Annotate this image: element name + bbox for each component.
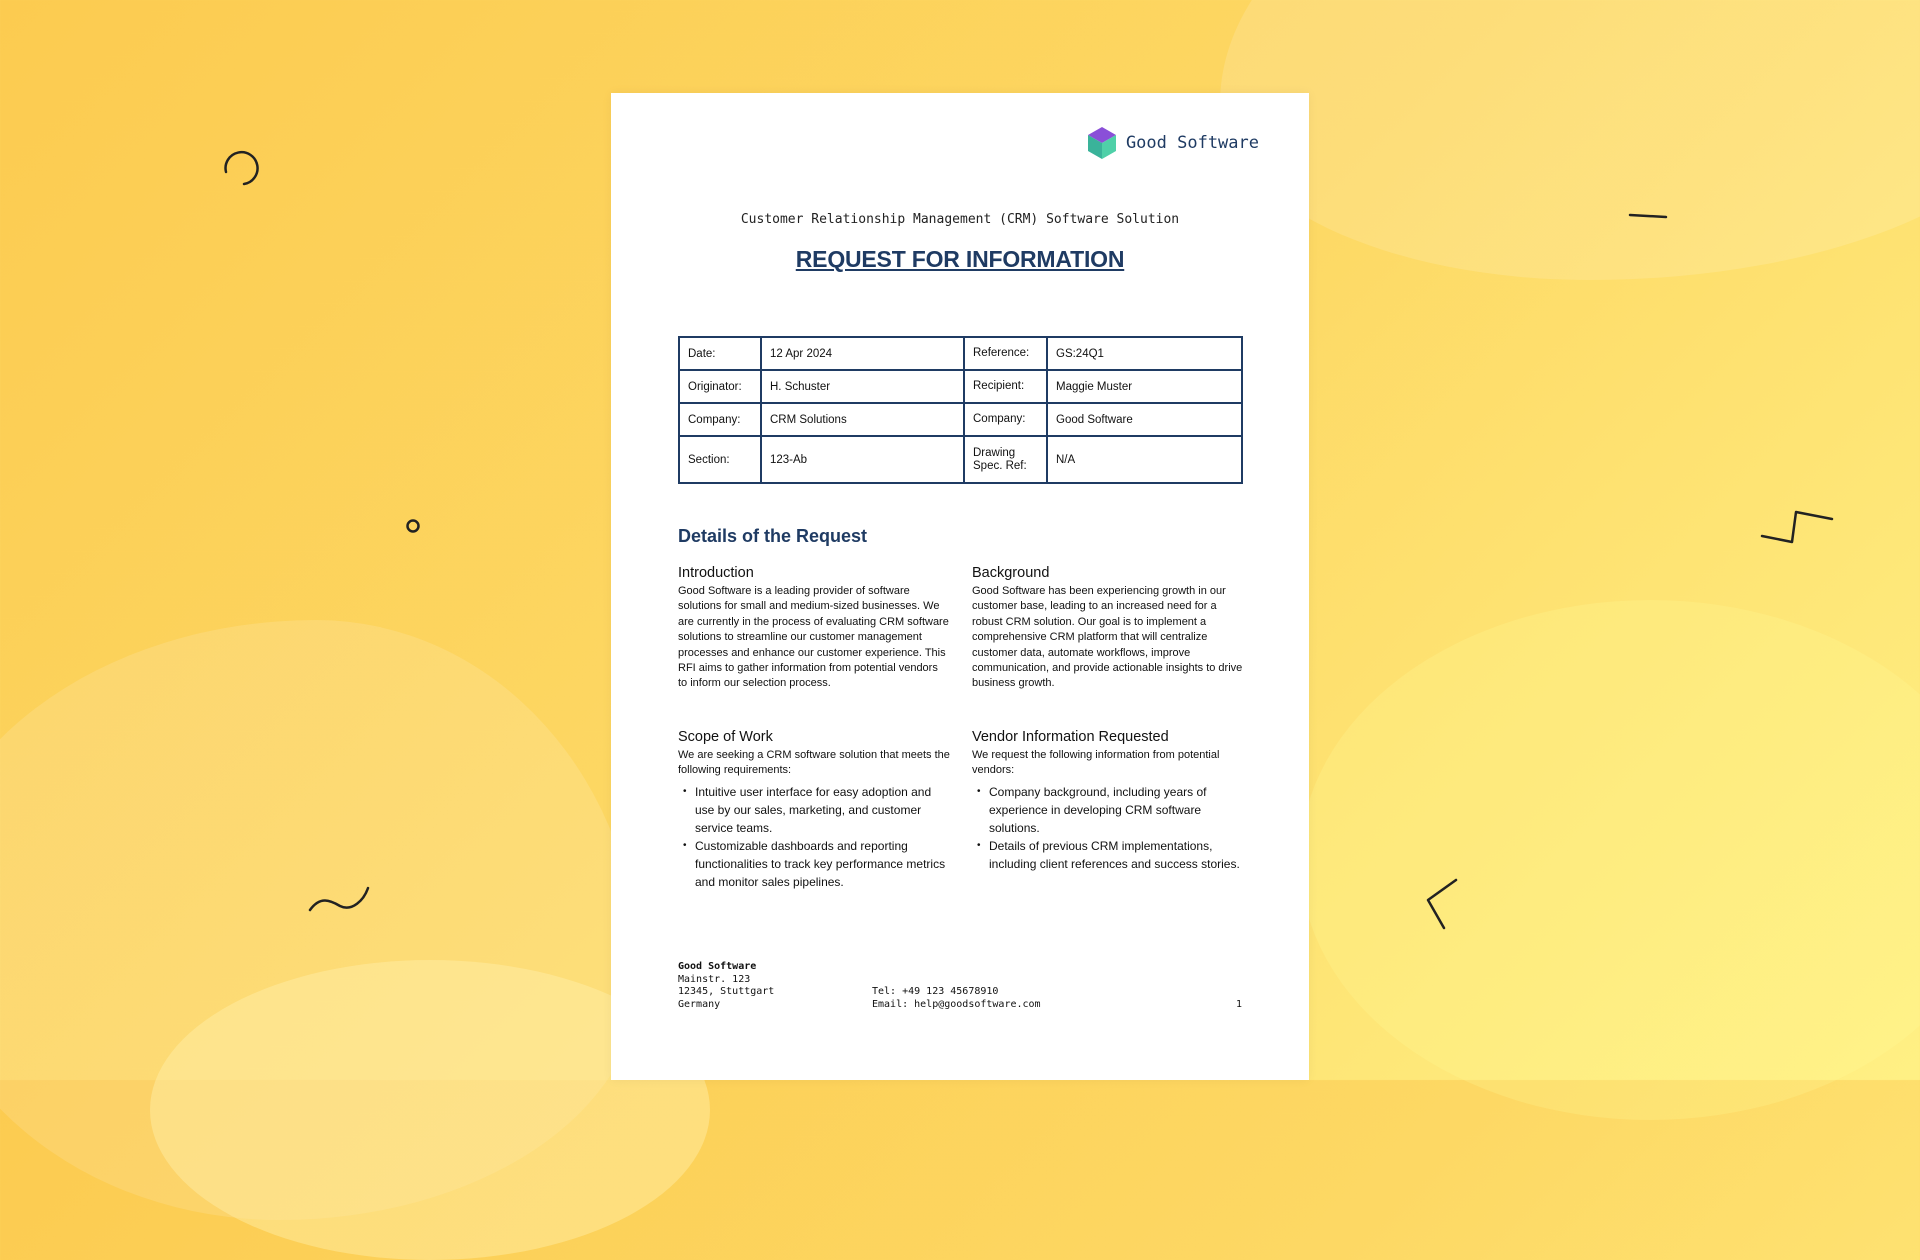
table-value: CRM Solutions xyxy=(761,403,964,436)
table-value: N/A xyxy=(1047,436,1242,483)
footer-email: Email: help@goodsoftware.com xyxy=(872,998,1041,1010)
footer-tel: Tel: +49 123 45678910 xyxy=(872,986,999,997)
vendor-info-list xyxy=(972,783,1244,873)
table-row xyxy=(679,403,1242,436)
table-label: Date: xyxy=(679,337,761,370)
table-label: Recipient: xyxy=(964,370,1047,403)
document-subtitle: Customer Relationship Management (CRM) Software Solution xyxy=(740,212,1180,227)
angle-doodle-icon xyxy=(1412,872,1462,934)
footer-contact xyxy=(872,986,1041,1011)
table-value: 123-Ab xyxy=(761,436,964,483)
list-item: • Details of previous CRM implementations, including client references and success stories. xyxy=(989,837,1244,873)
document-title: REQUEST FOR INFORMATION xyxy=(795,246,1125,272)
table-value: GS:24Q1 xyxy=(1047,337,1242,370)
table-label: Originator: xyxy=(679,370,761,403)
table-label: Reference: xyxy=(964,337,1047,370)
vendor-info-section xyxy=(972,729,1244,873)
introduction-heading: Introduction xyxy=(678,565,754,581)
table-row xyxy=(679,337,1242,370)
scope-heading: Scope of Work xyxy=(678,729,773,745)
table-label: Section: xyxy=(679,436,761,483)
footer-address xyxy=(678,961,774,1011)
background-heading: Background xyxy=(972,565,1050,581)
background-blob xyxy=(1300,600,1920,1120)
brand-name: Good Software xyxy=(1125,133,1259,153)
table-label: Company: xyxy=(964,403,1047,436)
hexagon-logo-icon xyxy=(1086,126,1118,160)
page-number: 1 xyxy=(1235,999,1242,1010)
table-value: H. Schuster xyxy=(761,370,964,403)
info-table xyxy=(678,336,1243,484)
scope-list xyxy=(678,783,950,891)
list-item: • Intuitive user interface for easy adoption and use by our sales, marketing, and customer service teams. xyxy=(695,783,950,837)
introduction-body: Good Software is a leading provider of software solutions for small and medium-sized businesses. We are currently in the process of evaluating CRM software solutions to streamline our customer management processes and enhance our customer experience. This RFI aims to gather information from potential vendors to inform our selection process. xyxy=(678,585,949,690)
circle-doodle-icon xyxy=(403,516,423,536)
vendor-info-body: We request the following information from potential vendors: xyxy=(972,749,1220,777)
list-item: • Company background, including years of experience in developing CRM software solutions. xyxy=(989,783,1244,837)
table-value: 12 Apr 2024 xyxy=(761,337,964,370)
footer-country: Germany xyxy=(678,998,721,1010)
document-page xyxy=(611,93,1309,1080)
table-value: Maggie Muster xyxy=(1047,370,1242,403)
background-blob xyxy=(1220,0,1920,280)
footer-company: Good Software xyxy=(678,961,757,972)
scope-body: We are seeking a CRM software solution that meets the following requirements: xyxy=(678,749,950,777)
brand-logo xyxy=(1086,126,1259,160)
introduction-section xyxy=(678,565,950,692)
table-value: Good Software xyxy=(1047,403,1242,436)
list-item: • Customizable dashboards and reporting functionalities to track key performance metrics and monitor sales pipelines. xyxy=(695,837,950,891)
dash-doodle-icon xyxy=(1622,208,1672,224)
scope-section xyxy=(678,729,950,891)
arc-doodle-icon xyxy=(218,144,268,194)
footer-city: 12345, Stuttgart xyxy=(678,986,775,998)
vendor-info-heading: Vendor Information Requested xyxy=(972,729,1169,745)
table-row xyxy=(679,370,1242,403)
wave-doodle-icon xyxy=(302,876,378,916)
zigzag-doodle-icon xyxy=(1754,502,1834,548)
table-label: Drawing Spec. Ref: xyxy=(964,436,1047,483)
background-section xyxy=(972,565,1244,692)
footer-street: Mainstr. 123 xyxy=(678,973,751,985)
table-label: Company: xyxy=(679,403,761,436)
background-body: Good Software has been experiencing growth in our customer base, leading to an increased need for a robust CRM solution. Our goal is to implement a comprehensive CRM platform that will centralize customer data, automate workflows, improve communication, and provide actionable insights to drive business growth. xyxy=(972,585,1243,690)
details-heading: Details of the Request xyxy=(678,526,868,546)
table-row xyxy=(679,436,1242,483)
